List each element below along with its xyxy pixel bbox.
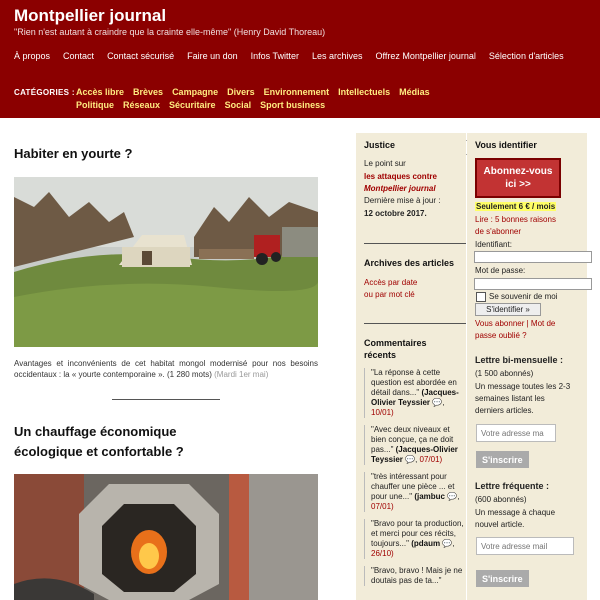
sidebar-divider-1 [364,243,466,244]
newsletter-frequent-count: (600 abonnés) [475,495,527,504]
newsletter-biweekly-desc-2: semaines listant les [475,394,545,403]
remember-me-label: Se souvenir de moi [489,292,558,301]
justice-link-1[interactable]: les attaques contre [364,172,437,181]
nav-item-infos-twitter[interactable]: Infos Twitter [250,51,299,61]
reasons-link-1[interactable]: Lire : 5 bonnes raisons [475,215,556,224]
comment-item[interactable]: "La réponse à cette question est abordée en détail dans..." (Jacques-Olivier Teyssier 💬, 10/01) [364,368,466,418]
nav-item-faire-un-don[interactable]: Faire un don [187,51,238,61]
nav-item-selection[interactable]: Sélection d'articles [488,51,564,61]
site-tagline: "Rien n'est autant à craindre que la crainte elle-même" (Henry David Thoreau) [14,27,326,37]
excerpt-text: Avantages et inconvénients de cet habitat mongol modernisé pour nos besoins occidentaux : la « yourte contemporaine ». (1 280 mots) [14,359,318,379]
username-input[interactable] [474,251,592,263]
comment-text: "Bravo pour ta production, et merci pour ces récits, toujours..." [371,519,464,548]
subscribe-line-1: Abonnez-vous [483,166,553,177]
yurt-photo[interactable] [14,177,318,347]
comment-item[interactable]: "très intéressant pour chauffer une pièce ... et pour une..." (jambuc 💬, 07/01) [364,472,466,512]
reasons-link-2[interactable]: de s'abonner [475,227,522,236]
sidebar-divider-2 [364,323,466,324]
archives-title: Archives des articles [364,258,455,268]
category-campagne[interactable]: Campagne [172,87,219,97]
article-separator [112,399,220,400]
comment-text: "Avec deux niveaux et bien conçue, ça ne doit pas..." [371,425,454,454]
title-line-2: écologique et confortable ? [14,444,184,459]
category-social[interactable]: Social [224,100,252,110]
categories-row-2 [76,100,334,110]
comment-date: 26/10) [371,549,394,558]
category-medias[interactable]: Médias [399,87,430,97]
account-links-2[interactable]: passe oublié ? [475,331,527,340]
nav-item-a-propos[interactable]: À propos [14,51,51,61]
comment-author: (pdaum [411,539,441,548]
comment-text: "très intéressant pour chauffer une pièce ... et pour une..." [371,472,455,501]
comments-title-1: Commentaires [364,338,427,348]
comment-author: (jambuc [414,492,445,501]
category-divers[interactable]: Divers [227,87,255,97]
price-badge: Seulement 6 € / mois [476,202,556,211]
account-links-1[interactable]: Vous abonner | Mot de [475,319,556,328]
newsletter-biweekly-desc-1: Un message toutes les 2-3 [475,382,571,391]
category-environnement[interactable]: Environnement [263,87,330,97]
justice-title: Justice [364,140,396,150]
category-sport-business[interactable]: Sport business [260,100,326,110]
comment-item[interactable]: "Bravo pour ta production, et merci pour ces récits, toujours..." (pdaum 💬, 26/10) [364,519,466,559]
nav-item-archives[interactable]: Les archives [312,51,363,61]
newsletter-biweekly-desc-3: derniers articles. [475,406,534,415]
site-title[interactable]: Montpellier journal [14,6,167,25]
login-title: Vous identifier [475,140,537,150]
justice-update-label: Dernière mise à jour : [364,196,441,205]
remember-me-checkbox[interactable] [476,292,486,302]
categories-label: CATÉGORIES : [14,88,75,97]
password-label: Mot de passe: [475,266,526,275]
category-securitaire[interactable]: Sécuritaire [169,100,216,110]
justice-link-2[interactable]: Montpellier journal [364,184,436,193]
nav-item-contact-securise[interactable]: Contact sécurisé [107,51,175,61]
category-intellectuels[interactable]: Intellectuels [338,87,391,97]
stove-photo[interactable] [14,474,318,600]
newsletter-frequent-desc-1: Un message à chaque [475,508,556,517]
justice-update-date: 12 octobre 2017. [364,209,427,218]
password-input[interactable] [474,278,592,290]
newsletter-biweekly-subscribe-button[interactable]: S'inscrire [476,451,529,468]
title-line-1: Un chauffage économique [14,424,177,439]
comment-item[interactable] [364,566,466,586]
comments-title-2: récents [364,350,397,360]
username-label: Identifiant: [475,240,512,249]
category-breves[interactable]: Brèves [133,87,164,97]
archives-by-keyword-link[interactable]: ou par mot clé [364,290,415,299]
category-acces-libre[interactable]: Accès libre [76,87,125,97]
speech-bubble-icon: 💬 [447,492,458,501]
comment-text: "La réponse à cette question est abordée en détail dans..." [371,368,457,397]
speech-bubble-icon: 💬 [432,398,443,407]
newsletter-frequent-email-input[interactable] [476,537,574,555]
comment-date: 07/01) [419,455,443,464]
comment-item[interactable]: "Avec deux niveaux et bien conçue, ça ne doit pas..." (Jacques-Olivier Teyssier 💬, 07/01) [364,425,466,465]
category-reseaux[interactable]: Réseaux [123,100,161,110]
comment-date: 10/01) [371,408,394,417]
comment-author: (Jacques-Olivier Teyssier [371,445,458,464]
article-title-yourte[interactable]: Habiter en yourte ? [14,146,133,161]
categories-row-1 [76,87,439,97]
nav-item-offrez[interactable]: Offrez Montpellier journal [375,51,476,61]
article-excerpt-yourte [14,358,318,380]
login-button[interactable]: S'identifier » [475,303,541,316]
comment-text: "Bravo, bravo ! Mais je ne doutais pas de ta..." [371,566,463,585]
speech-bubble-icon: 💬 [442,539,453,548]
justice-line-1: Le point sur [364,159,406,168]
comment-date: 07/01) [371,502,394,511]
newsletter-frequent-title: Lettre fréquente : [475,481,550,491]
recent-comments-list [364,368,466,593]
category-politique[interactable]: Politique [76,100,114,110]
subscribe-button[interactable] [475,158,561,198]
newsletter-frequent-subscribe-button[interactable]: S'inscrire [476,570,529,587]
nav-item-contact[interactable]: Contact [63,51,95,61]
subscribe-line-2: ici >> [505,179,531,190]
category-bar [0,68,600,118]
newsletter-biweekly-count: (1 500 abonnés) [475,369,534,378]
article-title-chauffage[interactable] [14,422,184,462]
newsletter-frequent-desc-2: nouvel article. [475,520,525,529]
speech-bubble-icon: 💬 [405,455,416,464]
article-date: (Mardi 1er mai) [214,370,269,379]
top-navigation [14,51,577,61]
newsletter-biweekly-email-input[interactable] [476,424,556,442]
comment-author: (Jacques-Olivier Teyssier [371,388,459,407]
archives-by-date-link[interactable]: Accès par date [364,278,418,287]
newsletter-biweekly-title: Lettre bi-mensuelle : [475,355,564,365]
